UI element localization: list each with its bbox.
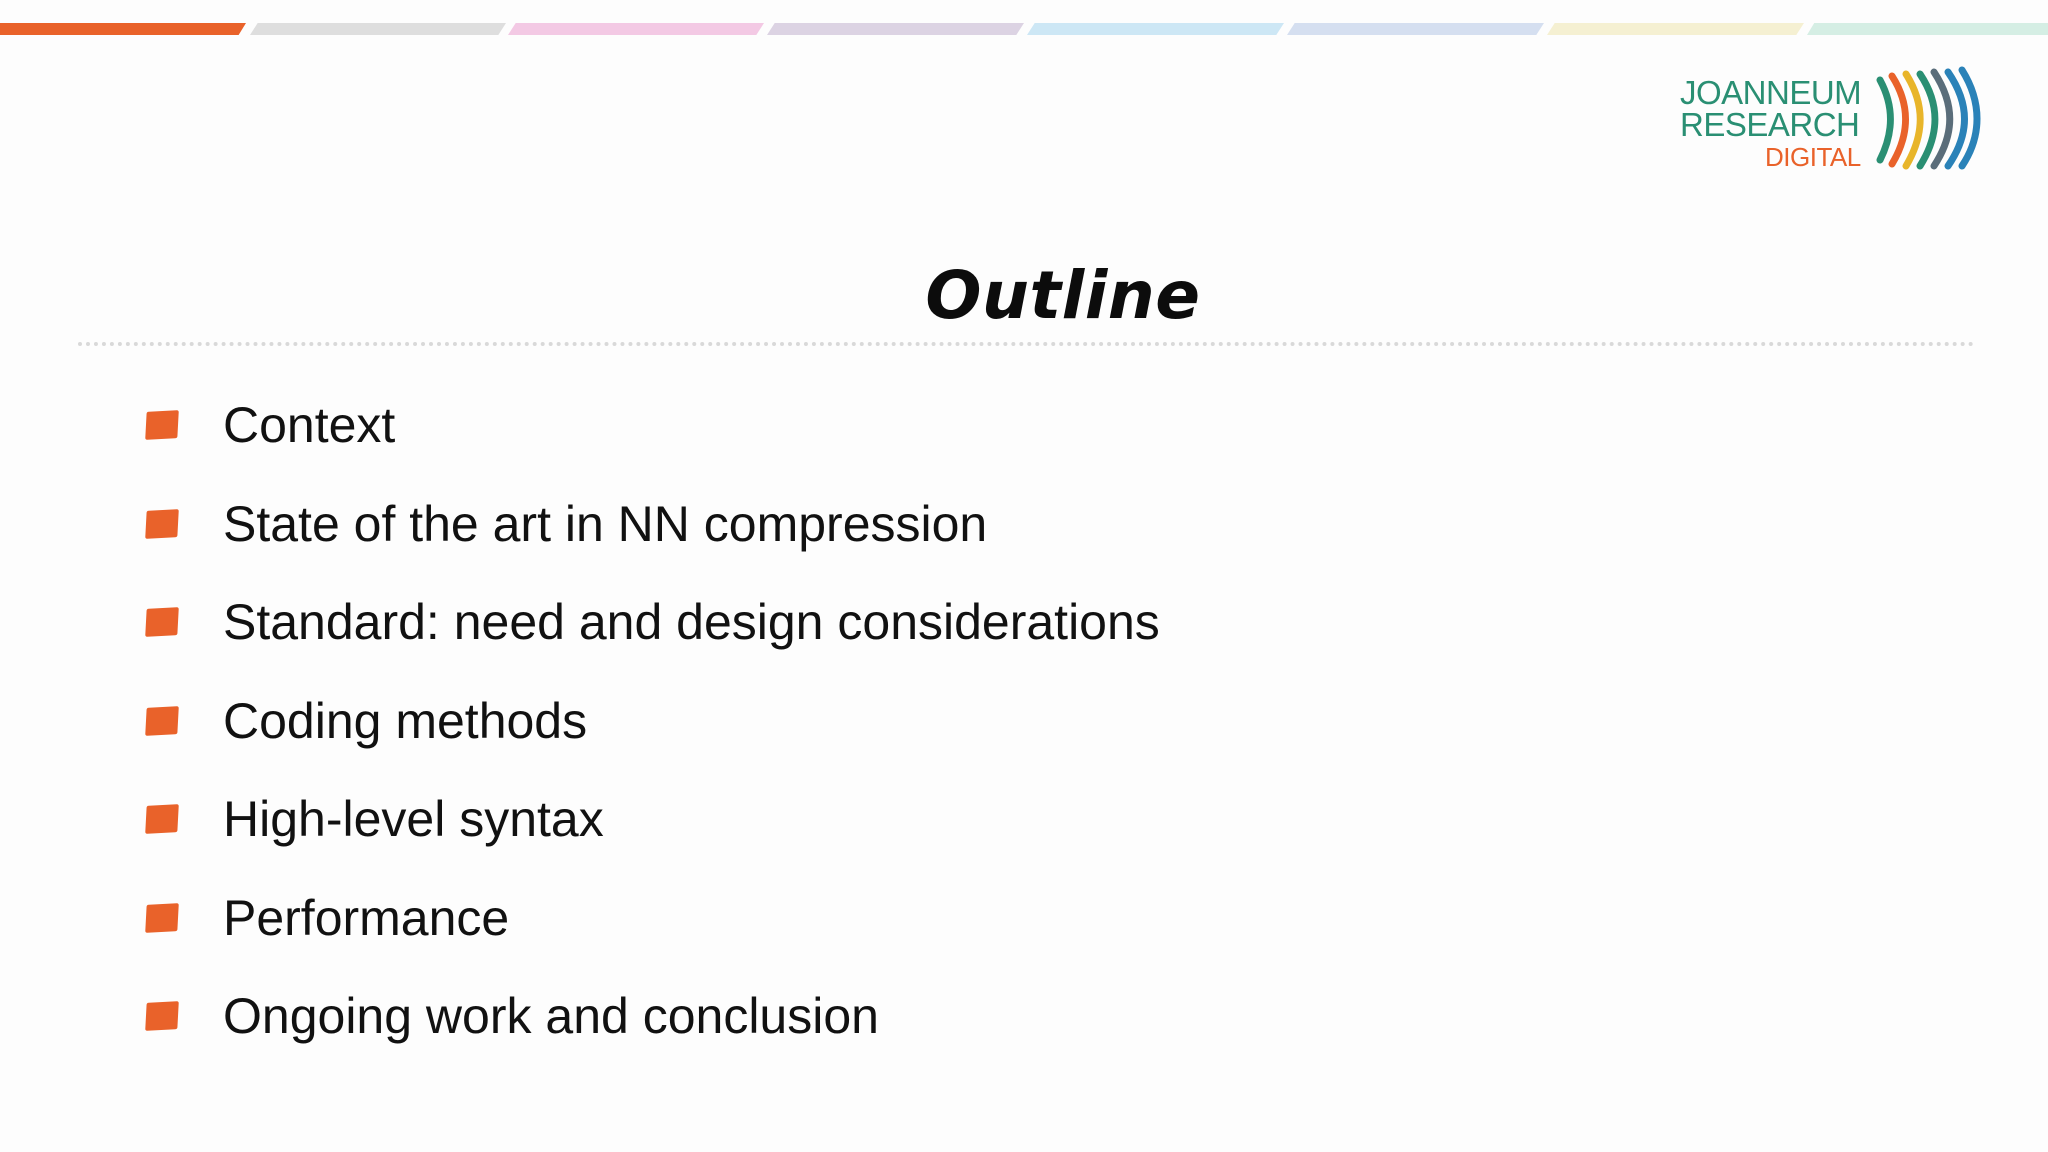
list-item: [146, 376, 1160, 475]
list-item: [146, 475, 1160, 574]
list-item-label: Standard: need and design considerations: [223, 594, 1160, 651]
list-item: [146, 770, 1160, 869]
top-color-bar: [0, 23, 2048, 35]
top-bar-segment: [1287, 23, 1544, 35]
list-item-label: State of the art in NN compression: [223, 495, 988, 552]
bullet-square-icon: [145, 410, 179, 440]
top-bar-segment: [1027, 23, 1284, 35]
outline-list: [146, 376, 1160, 1066]
logo-line-2: RESEARCH: [1680, 106, 1860, 143]
top-bar-segment: [508, 23, 764, 35]
list-item-label: Performance: [223, 889, 510, 946]
list-item-label: High-level syntax: [223, 791, 604, 848]
logo-line-3: DIGITAL: [1765, 142, 1861, 172]
top-bar-segment: [1547, 23, 1804, 35]
list-item-label: Ongoing work and conclusion: [223, 988, 879, 1045]
list-item-label: Context: [223, 397, 396, 454]
list-item: [146, 573, 1160, 672]
top-bar-segment: [0, 23, 246, 35]
logo-line-1: JOANNEUM: [1680, 74, 1862, 111]
list-item: [146, 672, 1160, 771]
bullet-square-icon: [145, 607, 179, 637]
bullet-square-icon: [145, 903, 179, 933]
top-bar-segment: [1807, 23, 2048, 35]
bullet-square-icon: [145, 509, 179, 539]
title-divider: [78, 342, 1975, 346]
top-bar-segment: [250, 23, 506, 35]
logo-arcs-icon: [1870, 66, 1982, 170]
bullet-square-icon: [145, 1001, 179, 1031]
bullet-square-icon: [145, 804, 179, 834]
list-item: [146, 967, 1160, 1066]
top-bar-segment: [767, 23, 1024, 35]
list-item: [146, 869, 1160, 968]
joanneum-research-logo: [1678, 66, 1988, 172]
slide-title: Outline: [925, 257, 1201, 334]
bullet-square-icon: [145, 706, 179, 736]
list-item-label: Coding methods: [223, 692, 588, 749]
